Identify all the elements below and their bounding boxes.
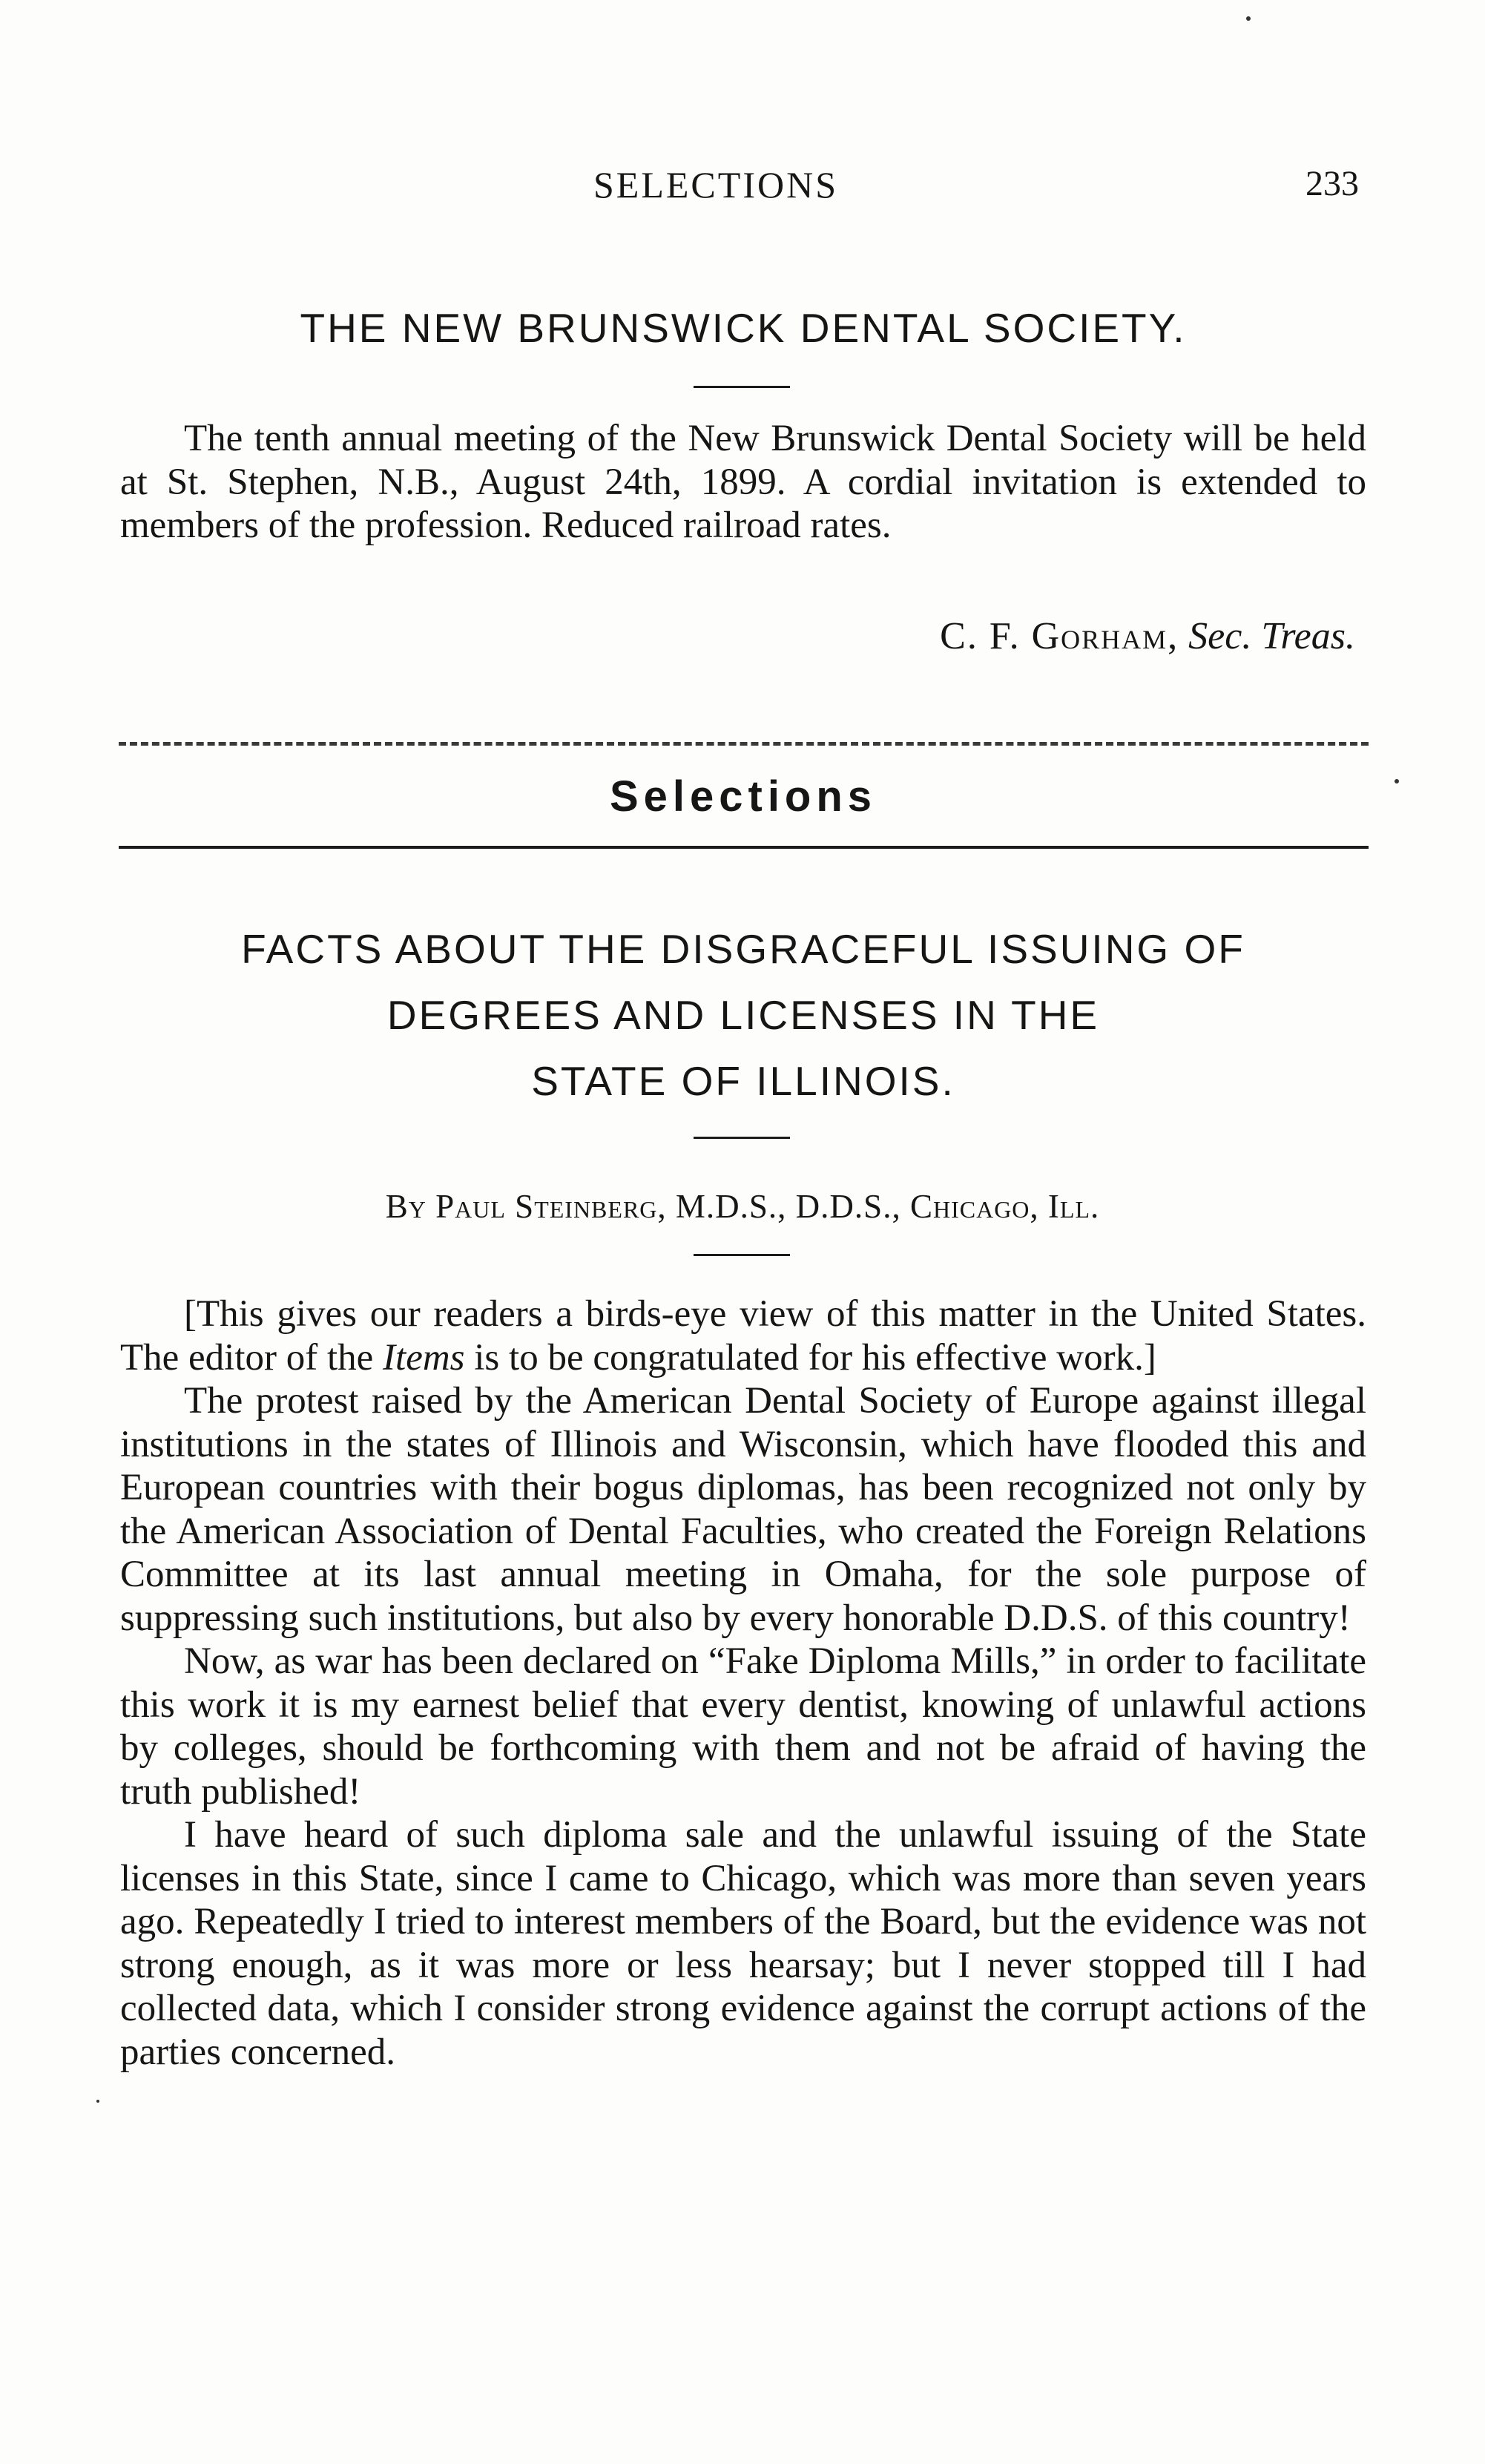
- notice-heading-rule: [694, 386, 790, 388]
- article-title-line: DEGREES AND LICENSES IN THE: [386, 992, 1100, 1038]
- notice-signature: [940, 614, 1355, 658]
- signature-name: C. F. Gorham,: [940, 615, 1179, 657]
- editor-note: [120, 1292, 1366, 1379]
- article-paragraph: I have heard of such diploma sale and the unlawful issuing of the State licenses in this State, since I came to Chicago, which was more than seven years ago. Repeatedly I tried to interest members of the Board, but the evidence was not strong enough, as it was more or less hearsay; but I never stopped till I had collected data, which I consider strong evidence against the corrupt actions of the parties concerned.: [120, 1814, 1366, 2073]
- article-paragraph: The protest raised by the American Dental Society of Europe against illegal institutions in the states of Illinois and Wisconsin, which have flooded this and European countries with their bogus diplomas, has been recognized not only by the American Association of Dental Faculties, who created the Foreign Relations Committee at its last annual meeting in Omaha, for the sole purpose of suppressing such institutions, but also by every honorable D.D.S. of this country!: [120, 1380, 1366, 1639]
- editor-note-text: is to be congratulated for his effective work.]: [464, 1336, 1156, 1379]
- dotted-divider: [119, 742, 1369, 746]
- scan-speck: [96, 2100, 99, 2103]
- section-banner: Selections: [609, 772, 878, 821]
- notice-body: The tenth annual meeting of the New Brunswick Dental Society will be held at St. Stephen, N.B., August 24th, 1899. A cordial invitation is extended to members of the profession. Reduced railroad rates.: [120, 418, 1366, 546]
- article-title: [120, 916, 1366, 1114]
- notice-body-block: [120, 417, 1366, 548]
- editor-note-publication: Items: [383, 1336, 465, 1379]
- article-title-line: FACTS ABOUT THE DISGRACEFUL ISSUING OF: [241, 926, 1245, 972]
- article-title-rule: [694, 1137, 790, 1139]
- scan-speck: [1395, 779, 1399, 783]
- section-banner-rule: [119, 846, 1369, 849]
- article-title-line: STATE OF ILLINOIS.: [531, 1058, 955, 1104]
- running-head: [0, 163, 1485, 208]
- running-head-title: SELECTIONS: [593, 164, 838, 206]
- article-paragraph: Now, as war has been declared on “Fake Diploma Mills,” in order to facilitate this work it is my earnest belief that every dentist, knowing of unlawful actions by colleges, should be forthcoming with them and not be afraid of having the truth published!: [120, 1640, 1366, 1813]
- editor-note-text: [This gives our readers a birds-eye view of this matter in the United States. The editor of the: [120, 1293, 1366, 1379]
- notice-heading: THE NEW BRUNSWICK DENTAL SOCIETY.: [300, 305, 1187, 351]
- article-byline: By Paul Steinberg, M.D.S., D.D.S., Chicago, Ill.: [385, 1188, 1100, 1225]
- scan-speck: [1246, 16, 1251, 21]
- page-number: 233: [1305, 164, 1359, 203]
- signature-title: Sec. Treas.: [1188, 615, 1355, 657]
- article-body: [120, 1292, 1366, 2074]
- byline-rule: [694, 1254, 790, 1256]
